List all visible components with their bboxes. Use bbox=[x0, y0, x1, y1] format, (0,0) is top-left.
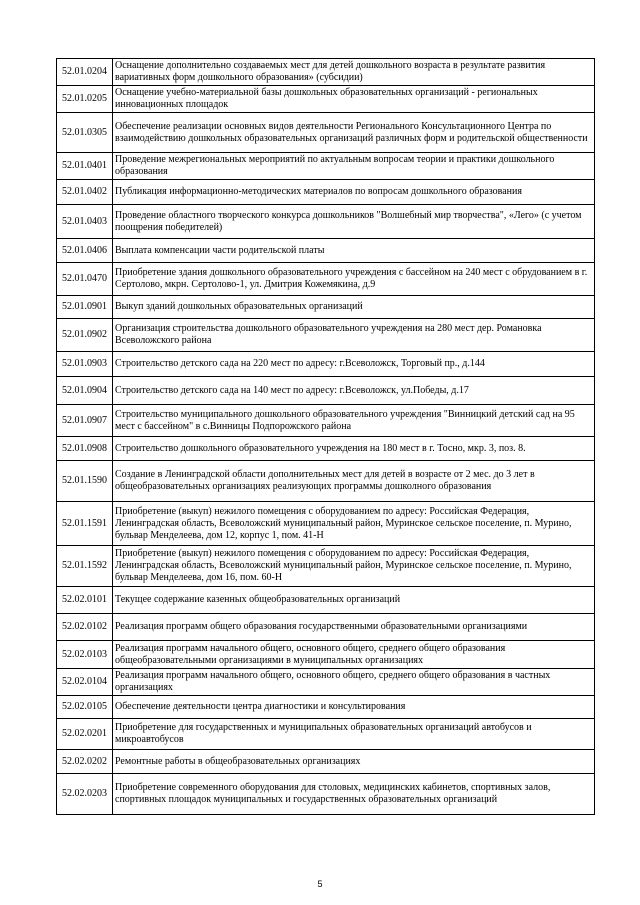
budget-description: Текущее содержание казенных общеобразовательных организаций bbox=[113, 587, 595, 614]
budget-description: Ремонтные работы в общеобразовательных организациях bbox=[113, 750, 595, 774]
budget-code: 52.01.0908 bbox=[57, 437, 113, 461]
budget-code: 52.01.0402 bbox=[57, 180, 113, 205]
budget-code: 52.01.1592 bbox=[57, 546, 113, 587]
table-row bbox=[57, 461, 595, 502]
budget-description: Выплата компенсации части родительской платы bbox=[113, 239, 595, 263]
budget-description: Создание в Ленинградской области дополнительных мест для детей в возрасте от 2 мес. до 3 лет в общеобразовательных организациях реализующих программы дошколного образования bbox=[113, 461, 595, 502]
table-row bbox=[57, 319, 595, 352]
budget-description: Проведение областного творческого конкурса дошкольников "Волшебный мир творчества", «Лего» (с учетом поощрения победителей) bbox=[113, 205, 595, 239]
budget-description: Строительство детского сада на 220 мест по адресу: г.Всеволожск, Торговый пр., д.144 bbox=[113, 352, 595, 377]
budget-description: Организация строительства дошкольного образовательного учреждения на 280 мест дер. Романовка Всеволожского района bbox=[113, 319, 595, 352]
table-row bbox=[57, 774, 595, 815]
table-row bbox=[57, 696, 595, 719]
budget-description: Оснащение учебно-материальной базы дошкольных образовательных организаций - региональных инновационных площадок bbox=[113, 86, 595, 113]
budget-code: 52.01.0205 bbox=[57, 86, 113, 113]
budget-code: 52.01.0902 bbox=[57, 319, 113, 352]
budget-code: 52.02.0102 bbox=[57, 614, 113, 641]
budget-description: Реализация программ начального общего, основного общего, среднего общего образования общеобразовательными организациями в муниципальных организациях bbox=[113, 641, 595, 669]
budget-code-table bbox=[56, 58, 595, 815]
table-row bbox=[57, 719, 595, 750]
budget-description: Обеспечение реализации основных видов деятельности Регионального Консультационного Центра по взаимодействию дошкольных образовательных организаций различных форм и родительской общественности bbox=[113, 113, 595, 153]
budget-code: 52.01.0401 bbox=[57, 153, 113, 180]
budget-description: Реализация программ начального общего, основного общего, среднего общего образования в частных организациях bbox=[113, 669, 595, 696]
budget-code: 52.02.0104 bbox=[57, 669, 113, 696]
budget-description: Реализация программ общего образования государственными образовательными организациями bbox=[113, 614, 595, 641]
budget-description: Приобретение для государственных и муниципальных образовательных организаций автобусов и микроавтобусов bbox=[113, 719, 595, 750]
budget-description: Обеспечение деятельности центра диагностики и консультирования bbox=[113, 696, 595, 719]
table-row bbox=[57, 669, 595, 696]
table-body bbox=[57, 59, 595, 815]
budget-code: 52.01.0204 bbox=[57, 59, 113, 86]
budget-code: 52.01.0901 bbox=[57, 296, 113, 319]
page-number: 5 bbox=[317, 879, 323, 889]
table-row bbox=[57, 750, 595, 774]
table-row bbox=[57, 502, 595, 546]
table-row bbox=[57, 405, 595, 437]
budget-code: 52.02.0203 bbox=[57, 774, 113, 815]
budget-code: 52.02.0202 bbox=[57, 750, 113, 774]
table-row bbox=[57, 86, 595, 113]
table-row bbox=[57, 546, 595, 587]
table-row bbox=[57, 205, 595, 239]
budget-code: 52.01.0903 bbox=[57, 352, 113, 377]
budget-code: 52.01.0907 bbox=[57, 405, 113, 437]
budget-code: 52.01.1591 bbox=[57, 502, 113, 546]
budget-description: Приобретение здания дошкольного образовательного учреждения с бассейном на 240 мест с обрудованием в г. Сертолово, мкрн. Сертолово-1, ул. Дмитрия Кожемякина, д.9 bbox=[113, 263, 595, 296]
budget-code: 52.01.0403 bbox=[57, 205, 113, 239]
table-row bbox=[57, 113, 595, 153]
table-row bbox=[57, 59, 595, 86]
table-row bbox=[57, 180, 595, 205]
budget-code: 52.02.0103 bbox=[57, 641, 113, 669]
table-row bbox=[57, 296, 595, 319]
table-row bbox=[57, 263, 595, 296]
budget-description: Приобретение современного оборудования для столовых, медицинских кабинетов, спортивных залов, спортивных площадок муниципальных и государственных образовательных организаций bbox=[113, 774, 595, 815]
budget-description: Публикация информационно-методических материалов по вопросам дошкольного образования bbox=[113, 180, 595, 205]
table-row bbox=[57, 153, 595, 180]
table-row bbox=[57, 377, 595, 405]
budget-code: 52.01.0904 bbox=[57, 377, 113, 405]
budget-description: Проведение межрегиональных мероприятий по актуальным вопросам теории и практики дошкольного образования bbox=[113, 153, 595, 180]
budget-code: 52.01.0406 bbox=[57, 239, 113, 263]
table-row bbox=[57, 437, 595, 461]
budget-description: Оснащение дополнительно создаваемых мест для детей дошкольного возраста в результате развития вариативных форм дошкольного образования» (субсидии) bbox=[113, 59, 595, 86]
budget-code: 52.01.1590 bbox=[57, 461, 113, 502]
table-row bbox=[57, 352, 595, 377]
budget-description: Строительство детского сада на 140 мест по адресу: г.Всеволожск, ул.Победы, д.17 bbox=[113, 377, 595, 405]
budget-code: 52.02.0201 bbox=[57, 719, 113, 750]
budget-description: Приобретение (выкуп) нежилого помещения с оборудованием по адресу: Российская Федерация, Ленинградская область, Всеволожский муниципальный район, Муринское сельское поселение, п. Мурино, бульвар Менделеева, дом 12, корпус 1, пом. 41-Н bbox=[113, 502, 595, 546]
budget-code: 52.01.0470 bbox=[57, 263, 113, 296]
table-row bbox=[57, 587, 595, 614]
budget-code: 52.02.0101 bbox=[57, 587, 113, 614]
budget-code: 52.01.0305 bbox=[57, 113, 113, 153]
budget-description: Выкуп зданий дошкольных образовательных организаций bbox=[113, 296, 595, 319]
table-row bbox=[57, 614, 595, 641]
budget-description: Приобретение (выкуп) нежилого помещения с оборудованием по адресу: Российская Федерация, Ленинградская область, Всеволожский муниципальный район, Муринское сельское поселение, п. Мурино, бульвар Менделеева, дом 16, пом. 60-Н bbox=[113, 546, 595, 587]
budget-description: Строительство муниципального дошкольного образовательного учреждения "Винницкий детский сад на 95 мест с бассейном" в с.Винницы Подпорожского района bbox=[113, 405, 595, 437]
budget-code: 52.02.0105 bbox=[57, 696, 113, 719]
table-row bbox=[57, 641, 595, 669]
table-row bbox=[57, 239, 595, 263]
budget-description: Строительство дошкольного образовательного учреждения на 180 мест в г. Тосно, мкр. 3, поз. 8. bbox=[113, 437, 595, 461]
